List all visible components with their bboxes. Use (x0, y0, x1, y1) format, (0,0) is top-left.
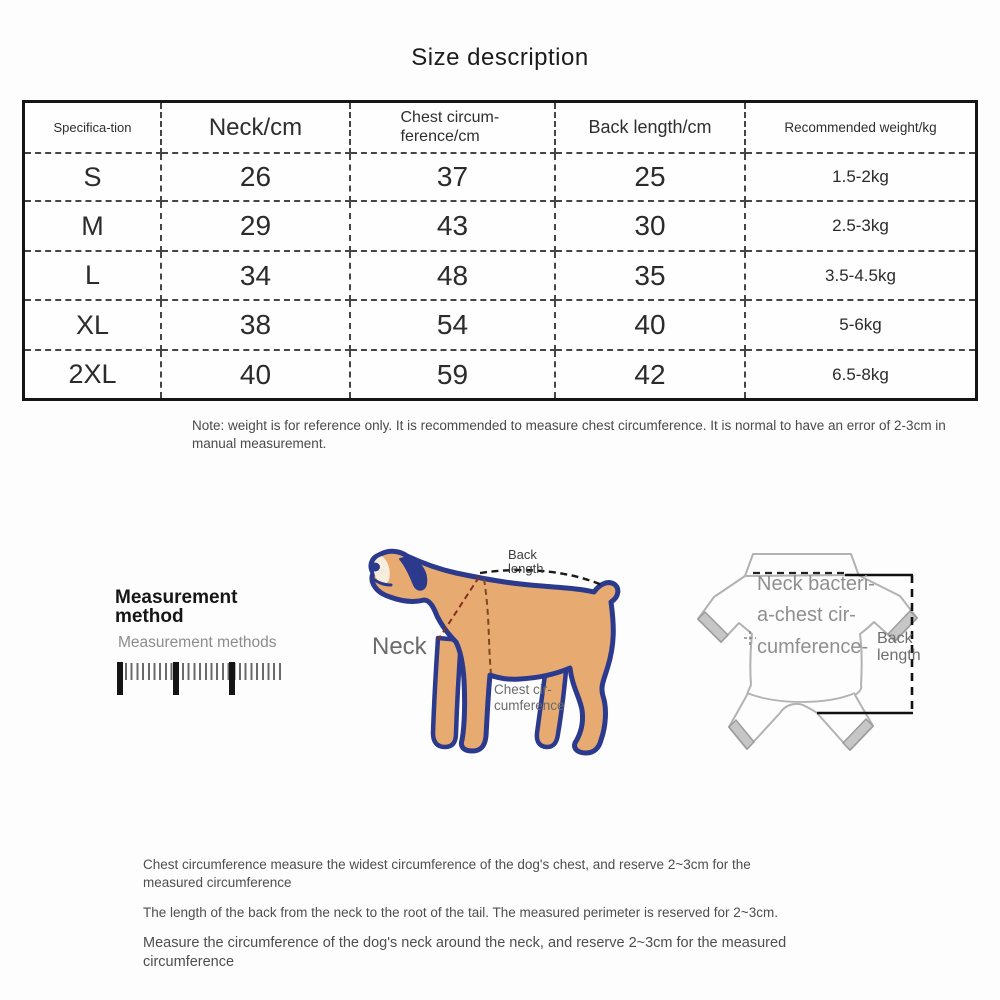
garment-back-length-label: Back length (877, 630, 921, 665)
table-cell-weight: 2.5-3kg (746, 202, 975, 252)
table-cell-back: 30 (556, 202, 746, 252)
table-cell-weight: 5-6kg (746, 301, 975, 351)
table-cell-chest: 43 (351, 202, 556, 252)
table-cell-size: S (25, 154, 162, 202)
table-cell-size: XL (25, 301, 162, 351)
header-weight: Recommended weight/kg (746, 103, 975, 154)
table-cell-size: 2XL (25, 351, 162, 398)
table-cell-chest: 48 (351, 252, 556, 301)
page-title: Size description (411, 44, 589, 71)
paragraph-back: The length of the back from the neck to the root of the tail. The measured perimeter is reserved for 2~3cm. (143, 905, 778, 920)
table-cell-chest: 37 (351, 154, 556, 202)
table-cell-neck: 38 (162, 301, 351, 351)
garment-overlay-label: Neck bacteri- a-chest cir- cumference- (757, 573, 875, 658)
paragraph-neck: Measure the circumference of the dog's neck around the neck, and reserve 2~3cm for the measured circumference (143, 935, 787, 970)
table-cell-back: 42 (556, 351, 746, 398)
table-cell-weight: 1.5-2kg (746, 154, 975, 202)
dog-neck-label: Neck (372, 633, 427, 660)
table-cell-size: M (25, 202, 162, 252)
header-neck: Neck/cm (162, 103, 351, 154)
table-cell-chest: 59 (351, 351, 556, 398)
measurement-method-subheading: Measurement methods (118, 634, 277, 651)
table-cell-neck: 29 (162, 202, 351, 252)
paragraph-chest: Chest circumference measure the widest circumference of the dog's chest, and reserve 2~3cm for the measured circumference (143, 857, 751, 890)
measurement-method-heading: Measurement method (115, 587, 238, 627)
table-cell-neck: 26 (162, 154, 351, 202)
dog-chest-label: Chest cir-cumference (494, 682, 565, 713)
table-cell-size: L (25, 252, 162, 301)
dog-back-length-label: Back length (508, 547, 544, 577)
header-specification: Specifica-tion (25, 103, 162, 154)
table-cell-chest: 54 (351, 301, 556, 351)
ruler-icon (117, 662, 285, 695)
table-cell-back: 40 (556, 301, 746, 351)
table-cell-back: 35 (556, 252, 746, 301)
table-cell-weight: 3.5-4.5kg (746, 252, 975, 301)
table-cell-neck: 40 (162, 351, 351, 398)
header-back-length: Back length/cm (556, 103, 746, 154)
size-table (22, 100, 978, 401)
header-chest: Chest circum-ference/cm (351, 103, 556, 154)
table-cell-weight: 6.5-8kg (832, 364, 889, 384)
table-cell-neck: 34 (162, 252, 351, 301)
table-cell-back: 25 (556, 154, 746, 202)
table-note: Note: weight is for reference only. It is recommended to measure chest circumference. It is normal to have an error of 2-3cm in manual measurement. (192, 418, 946, 451)
